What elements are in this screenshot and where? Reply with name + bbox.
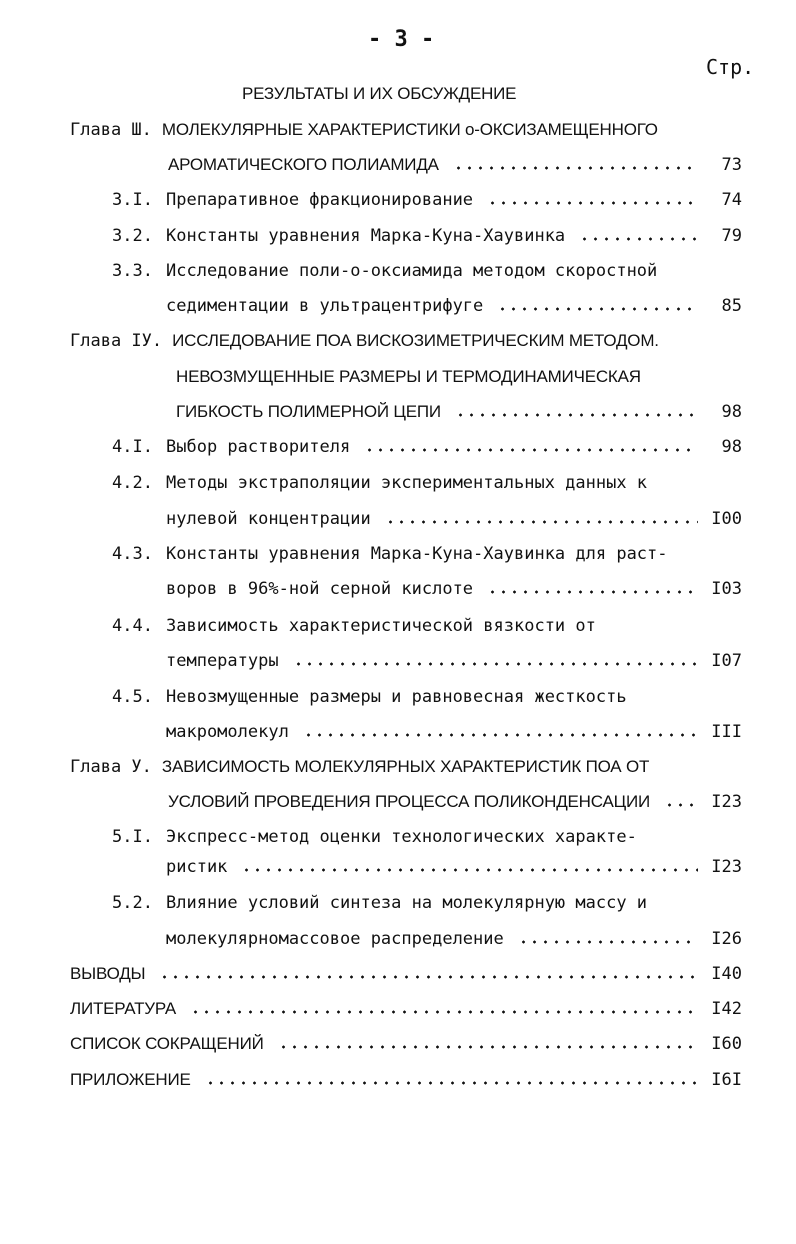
toc-section-3-3-cont xyxy=(166,292,742,320)
page-ref: I6I xyxy=(711,1070,742,1090)
dot-leader xyxy=(579,237,698,241)
dot-leader xyxy=(385,520,698,524)
toc-section-5-2-cont xyxy=(166,925,742,953)
section-number: 4.I. xyxy=(112,437,153,457)
section-number: 4.3. xyxy=(112,544,153,564)
dot-leader xyxy=(518,940,698,944)
section-title-cont: ристик xyxy=(166,857,228,877)
toc-section-4-1 xyxy=(112,433,742,461)
entry-title: ЛИТЕРАТУРА xyxy=(70,999,177,1018)
entry-title: ПРИЛОЖЕНИЕ xyxy=(70,1070,191,1089)
section-title-cont: нулевой концентрации xyxy=(166,509,371,529)
page-ref: I60 xyxy=(711,1034,742,1054)
section-title-cont: воров в 96%-ной серной кислоте xyxy=(166,579,474,599)
page-number: - 3 - xyxy=(368,27,435,52)
page-ref: 98 xyxy=(721,402,742,422)
toc-chapter-3-cont xyxy=(168,151,742,179)
section-number: 5.I. xyxy=(112,827,153,847)
toc-section-4-4 xyxy=(112,612,596,640)
dot-leader xyxy=(455,413,698,417)
toc-section-4-2-cont xyxy=(166,505,742,533)
toc-section-5-2 xyxy=(112,889,647,917)
chapter-title-cont: ГИБКОСТЬ ПОЛИМЕРНОЙ ЦЕПИ xyxy=(176,402,441,421)
dot-leader xyxy=(241,868,698,872)
dot-leader xyxy=(364,448,698,452)
toc-literature xyxy=(70,995,742,1023)
section-title-cont: седиментации в ультрацентрифуге xyxy=(166,296,484,316)
dot-leader xyxy=(487,201,698,205)
section-title: Константы уравнения Марка-Куна-Хаувинка xyxy=(166,226,566,246)
section-title: Выбор растворителя xyxy=(166,437,351,457)
dot-leader xyxy=(487,590,698,594)
chapter-label: Глава Ш. xyxy=(70,120,152,140)
dot-leader xyxy=(303,733,698,737)
dot-leader xyxy=(664,803,698,807)
dot-leader xyxy=(205,1081,698,1085)
toc-conclusions xyxy=(70,960,742,988)
toc-chapter-5 xyxy=(70,753,649,781)
page-ref: 79 xyxy=(721,226,742,246)
toc-section-3-3 xyxy=(112,257,657,285)
section-title: Влияние условий синтеза на молекулярную массу и xyxy=(166,893,648,913)
page-column-label: Стр. xyxy=(706,55,755,79)
section-title: Методы экстраполяции экспериментальных данных к xyxy=(166,473,648,493)
toc-section-4-4-cont xyxy=(166,647,742,675)
section-title: Исследование поли-о-оксиамида методом скоростной xyxy=(166,261,658,281)
page-ref: I00 xyxy=(711,509,742,529)
chapter-title-cont: УСЛОВИЙ ПРОВЕДЕНИЯ ПРОЦЕССА ПОЛИКОНДЕНСАЦИИ xyxy=(168,792,651,811)
section-number: 4.2. xyxy=(112,473,153,493)
page-ref: I23 xyxy=(711,857,742,877)
toc-abbreviations xyxy=(70,1030,742,1058)
page-ref: 73 xyxy=(721,155,742,175)
section-title: Препаративное фракционирование xyxy=(166,190,474,210)
dot-leader xyxy=(453,166,698,170)
page-ref: I03 xyxy=(711,579,742,599)
section-number: 3.3. xyxy=(112,261,153,281)
toc-section-5-1 xyxy=(112,823,637,851)
page-ref: I42 xyxy=(711,999,742,1019)
toc-section-4-3-cont xyxy=(166,575,742,603)
toc-chapter-4-cont-2 xyxy=(176,398,742,426)
chapter-title-cont: АРОМАТИЧЕСКОГО ПОЛИАМИДА xyxy=(168,155,439,174)
section-title-cont: молекулярномассовое распределение xyxy=(166,929,504,949)
chapter-title: ЗАВИСИМОСТЬ МОЛЕКУЛЯРНЫХ ХАРАКТЕРИСТИК ПОА ОТ xyxy=(161,757,650,776)
section-number: 3.2. xyxy=(112,226,153,246)
section-title-cont: макромолекул xyxy=(166,722,289,742)
section-title-cont: температуры xyxy=(166,651,279,671)
toc-chapter-4-cont: НЕВОЗМУЩЕННЫЕ РАЗМЕРЫ И ТЕРМОДИНАМИЧЕСКАЯ xyxy=(176,367,641,386)
section-number: 5.2. xyxy=(112,893,153,913)
section-number: 4.4. xyxy=(112,616,153,636)
section-title: Константы уравнения Марка-Куна-Хаувинка для раст- xyxy=(166,544,668,564)
page-ref: 74 xyxy=(721,190,742,210)
chapter-label: Глава IУ. xyxy=(70,331,163,351)
section-title: РЕЗУЛЬТАТЫ И ИХ ОБСУЖДЕНИЕ xyxy=(242,84,517,103)
entry-title: ВЫВОДЫ xyxy=(70,964,146,983)
page-ref: I40 xyxy=(711,964,742,984)
toc-section-4-2 xyxy=(112,469,647,497)
page-ref: I07 xyxy=(711,651,742,671)
chapter-title: ИССЛЕДОВАНИЕ ПОА ВИСКОЗИМЕТРИЧЕСКИМ МЕТОДОМ. xyxy=(172,331,659,350)
toc-chapter-4 xyxy=(70,327,659,355)
dot-leader xyxy=(497,307,698,311)
page-ref: I26 xyxy=(711,929,742,949)
entry-title: СПИСОК СОКРАЩЕНИЙ xyxy=(70,1034,264,1053)
chapter-label: Глава У. xyxy=(70,757,152,777)
page-ref: 85 xyxy=(721,296,742,316)
dot-leader xyxy=(293,662,698,666)
section-title: Экспресс-метод оценки технологических характе- xyxy=(166,827,637,847)
section-title: Зависимость характеристической вязкости от xyxy=(166,616,596,636)
toc-section-5-1-cont xyxy=(166,853,742,881)
toc-section-4-5 xyxy=(112,683,627,711)
toc-chapter-3 xyxy=(70,116,658,144)
page-ref: III xyxy=(711,722,742,742)
dot-leader xyxy=(278,1045,698,1049)
section-number: 3.I. xyxy=(112,190,153,210)
dot-leader xyxy=(159,975,698,979)
section-number: 4.5. xyxy=(112,687,153,707)
toc-section-4-5-cont xyxy=(166,718,742,746)
toc-section-3-1 xyxy=(112,186,742,214)
dot-leader xyxy=(190,1010,698,1014)
page-ref: I23 xyxy=(711,792,742,812)
toc-appendix xyxy=(70,1066,742,1094)
toc-section-4-3 xyxy=(112,540,668,568)
toc-chapter-5-cont xyxy=(168,788,742,816)
section-title: Невозмущенные размеры и равновесная жесткость xyxy=(166,687,627,707)
page-ref: 98 xyxy=(721,437,742,457)
toc-section-3-2 xyxy=(112,222,742,250)
chapter-title: МОЛЕКУЛЯРНЫЕ ХАРАКТЕРИСТИКИ о-ОКСИЗАМЕЩЕННОГО xyxy=(161,120,658,139)
